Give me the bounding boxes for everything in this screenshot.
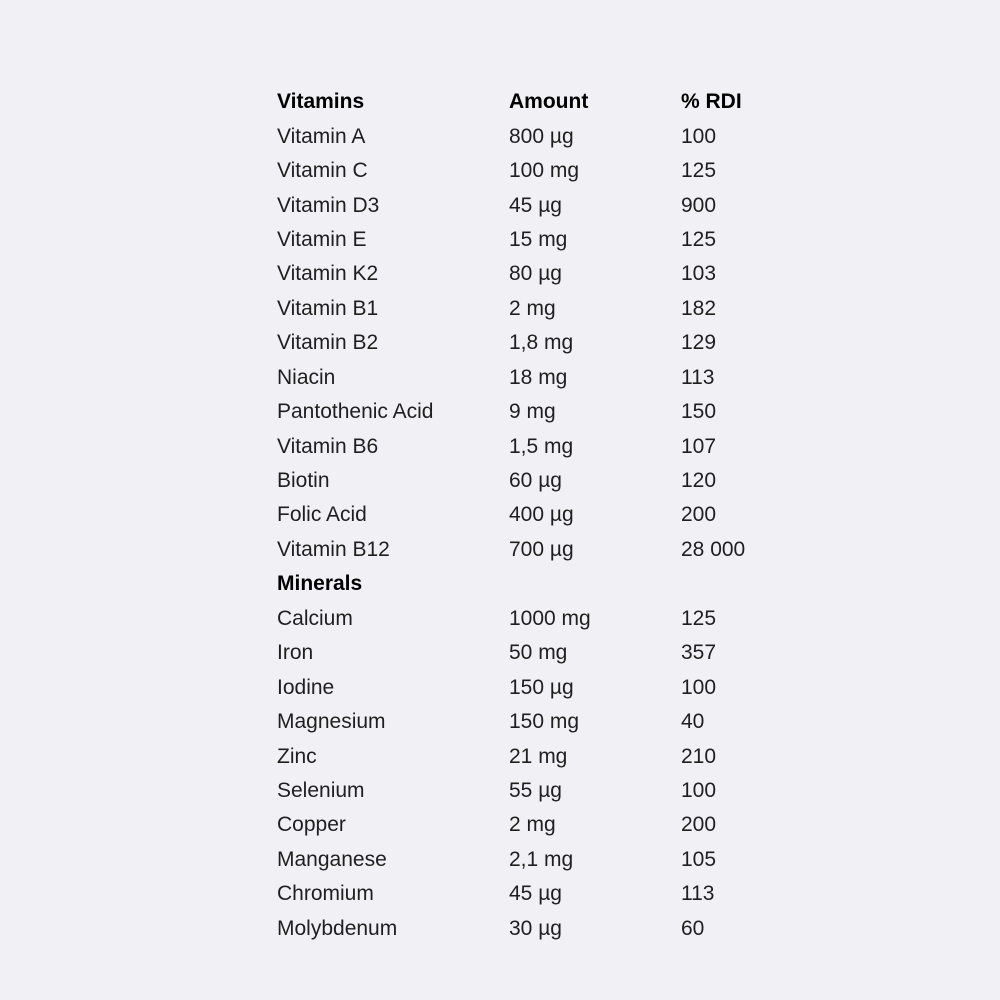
table-row bbox=[277, 326, 837, 360]
table-row bbox=[277, 670, 837, 704]
nutrient-amount: 1,8 mg bbox=[509, 331, 574, 355]
nutrient-name: Vitamin B6 bbox=[277, 434, 379, 458]
table-row bbox=[277, 429, 837, 463]
table-row bbox=[277, 774, 837, 808]
nutrient-amount: 1,5 mg bbox=[509, 434, 574, 458]
nutrient-rdi: 125 bbox=[681, 606, 717, 630]
nutrient-name: Biotin bbox=[277, 469, 330, 493]
nutrient-rdi: 100 bbox=[681, 778, 717, 802]
nutrient-rdi: 129 bbox=[681, 331, 717, 355]
table-row bbox=[277, 223, 837, 257]
table-row bbox=[277, 877, 837, 911]
mineral-rows bbox=[277, 602, 837, 946]
nutrient-name: Zinc bbox=[277, 744, 317, 768]
header-amount: Amount bbox=[509, 90, 589, 114]
header-rdi: % RDI bbox=[681, 90, 742, 114]
nutrient-rdi: 182 bbox=[681, 296, 717, 320]
nutrient-rdi: 40 bbox=[681, 710, 705, 734]
nutrient-name: Vitamin A bbox=[277, 124, 366, 148]
nutrient-name: Magnesium bbox=[277, 710, 386, 734]
table-row bbox=[277, 154, 837, 188]
nutrient-name: Vitamin B12 bbox=[277, 537, 390, 561]
nutrient-rdi: 103 bbox=[681, 262, 717, 286]
nutrient-amount: 400 µg bbox=[509, 503, 574, 527]
nutrient-rdi: 60 bbox=[681, 916, 705, 940]
nutrient-amount: 60 µg bbox=[509, 469, 562, 493]
nutrient-name: Vitamin B1 bbox=[277, 296, 379, 320]
nutrient-amount: 150 µg bbox=[509, 675, 574, 699]
table-row bbox=[277, 464, 837, 498]
table-row bbox=[277, 257, 837, 291]
table-row bbox=[277, 395, 837, 429]
nutrient-amount: 15 mg bbox=[509, 227, 568, 251]
table-header-row bbox=[277, 85, 837, 119]
nutrient-amount: 55 µg bbox=[509, 778, 562, 802]
nutrient-rdi: 100 bbox=[681, 675, 717, 699]
table-row bbox=[277, 739, 837, 773]
nutrient-name: Vitamin E bbox=[277, 227, 367, 251]
nutrient-rdi: 105 bbox=[681, 847, 717, 871]
nutrient-name: Copper bbox=[277, 813, 346, 837]
nutrient-amount: 2 mg bbox=[509, 813, 556, 837]
nutrient-name: Chromium bbox=[277, 882, 374, 906]
nutrient-amount: 2 mg bbox=[509, 296, 556, 320]
table-row bbox=[277, 188, 837, 222]
nutrient-amount: 100 mg bbox=[509, 159, 580, 183]
nutrient-amount: 9 mg bbox=[509, 400, 556, 424]
nutrient-rdi: 125 bbox=[681, 227, 717, 251]
nutrient-amount: 18 mg bbox=[509, 365, 568, 389]
minerals-heading: Minerals bbox=[277, 572, 363, 596]
nutrient-name: Vitamin D3 bbox=[277, 193, 380, 217]
nutrient-amount: 50 mg bbox=[509, 641, 568, 665]
nutrient-name: Molybdenum bbox=[277, 916, 398, 940]
vitamin-rows bbox=[277, 119, 837, 567]
nutrient-amount: 2,1 mg bbox=[509, 847, 574, 871]
table-row bbox=[277, 119, 837, 153]
nutrient-rdi: 210 bbox=[681, 744, 717, 768]
table-row bbox=[277, 843, 837, 877]
nutrient-name: Selenium bbox=[277, 778, 365, 802]
nutrient-amount: 80 µg bbox=[509, 262, 562, 286]
nutrient-name: Vitamin K2 bbox=[277, 262, 379, 286]
nutrient-amount: 21 mg bbox=[509, 744, 568, 768]
nutrient-name: Vitamin B2 bbox=[277, 331, 379, 355]
table-row bbox=[277, 808, 837, 842]
nutrient-name: Manganese bbox=[277, 847, 387, 871]
nutrient-rdi: 113 bbox=[681, 882, 715, 906]
table-row bbox=[277, 533, 837, 567]
nutrient-rdi: 107 bbox=[681, 434, 717, 458]
table-row bbox=[277, 292, 837, 326]
nutrient-name: Calcium bbox=[277, 606, 353, 630]
header-vitamins: Vitamins bbox=[277, 90, 365, 114]
nutrient-rdi: 100 bbox=[681, 124, 717, 148]
nutrient-rdi: 125 bbox=[681, 159, 717, 183]
nutrient-rdi: 200 bbox=[681, 503, 717, 527]
nutrient-amount: 800 µg bbox=[509, 124, 574, 148]
nutrient-amount: 700 µg bbox=[509, 537, 574, 561]
nutrient-rdi: 113 bbox=[681, 365, 715, 389]
table-row bbox=[277, 705, 837, 739]
nutrient-rdi: 900 bbox=[681, 193, 717, 217]
nutrient-name: Iodine bbox=[277, 675, 335, 699]
nutrient-rdi: 120 bbox=[681, 469, 717, 493]
nutrient-name: Folic Acid bbox=[277, 503, 367, 527]
minerals-heading-row bbox=[277, 567, 837, 601]
nutrient-amount: 150 mg bbox=[509, 710, 580, 734]
nutrition-table bbox=[277, 85, 837, 946]
nutrient-rdi: 200 bbox=[681, 813, 717, 837]
nutrient-amount: 1000 mg bbox=[509, 606, 591, 630]
nutrient-amount: 30 µg bbox=[509, 916, 562, 940]
table-row bbox=[277, 636, 837, 670]
table-row bbox=[277, 912, 837, 946]
nutrient-name: Pantothenic Acid bbox=[277, 400, 434, 424]
nutrient-amount: 45 µg bbox=[509, 882, 562, 906]
nutrient-name: Iron bbox=[277, 641, 314, 665]
table-row bbox=[277, 602, 837, 636]
nutrient-name: Niacin bbox=[277, 365, 336, 389]
table-row bbox=[277, 361, 837, 395]
nutrient-rdi: 28 000 bbox=[681, 537, 746, 561]
nutrient-amount: 45 µg bbox=[509, 193, 562, 217]
nutrient-rdi: 357 bbox=[681, 641, 717, 665]
nutrient-name: Vitamin C bbox=[277, 159, 368, 183]
nutrient-rdi: 150 bbox=[681, 400, 717, 424]
table-row bbox=[277, 498, 837, 532]
